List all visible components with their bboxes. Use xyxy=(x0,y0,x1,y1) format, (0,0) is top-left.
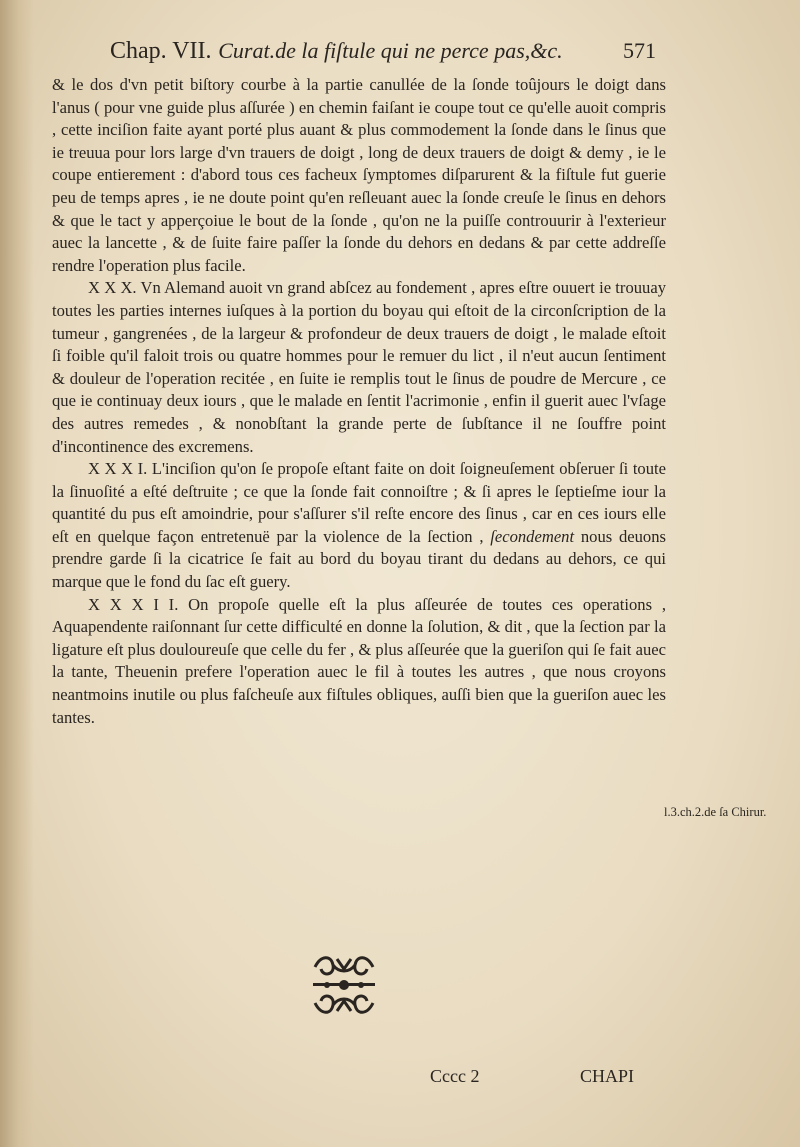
fleuron-ornament-icon xyxy=(307,953,381,1017)
margin-note: l.3.ch.2.de ſa Chirur. xyxy=(664,805,767,819)
italic-word: ſecondement xyxy=(490,526,575,546)
paragraph-xxxi-part1: X X X I. L'inciſion qu'on ſe propoſe eſtant faite on doit ſoigneuſement obſeruer ſi toute la ſinuoſité a eſté deſtruite ; ce que la ſonde fait connoiſtre ; & ſi apres le ſeptieſme iour la quantité du pus eſt amoindrie, pour s'aſſurer s'il reſte encore des ſinus , car en ces iours elle eſt en quelque façon entretenuë par la violence de la ſection , xyxy=(52,459,666,546)
catchword: CHAPI xyxy=(580,1066,635,1086)
page-number: 571 xyxy=(623,38,656,63)
paragraph-xxxi-part2: nous deuons prendre garde ſi la cicatrice ſe fait au bord du boyau tirant du dedans au dehors, ce qui marque que le fond du ſac eſt guery. xyxy=(52,526,666,592)
paragraph-xxxii: X X X I I. On propoſe quelle eſt la plus aſſeurée de toutes ces operations , Aquapendente raiſonnant ſur cette difficulté en donne la ſolution, & dit , que la ſection par la ligature eſt plus douloureuſe que celle du fer , & plus aſſeurée que la gueriſon qui ſe fait auec la tante, Theuenin prefere l'operation auec le fil à toutes les autres , que nous croyons neantmoins inutile ou plus faſcheuſe aux fiſtules obliques, auſſi bien que la gueriſon auec les tantes. xyxy=(52,594,666,727)
paragraph-continuation: & le dos d'vn petit biſtory courbe à la partie canullée de la ſonde toûjours le doigt dans l'anus ( pour vne guide plus aſſurée ) en chemin faiſant ie coupe tout ce qu'elle auoit compris , cette inciſion faite ayant porté plus auant & plus commodement la ſonde dans le ſinus que ie treuua pour lors large d'vn trauers de doigt , long de deux trauers de doigt & demy , ie le coupe entierement : d'abord tous ces facheux ſymptomes diſparurent & la fiſtule fut guerie peu de temps apres , ie ne doute point qu'en reſleuant auec la ſonde creuſe le ſinus en dehors & que le tact y apperçoiue le bout de la ſonde , qu'on ne la puiſſe controuurir à l'exterieur auec la lancette , & de ſuite faire paſſer la ſonde du dehors en dedans & par cette addreſſe rendre l'operation plus facile. xyxy=(52,75,666,275)
binding-gutter xyxy=(0,0,34,1147)
chapter-label: Chap. VII. xyxy=(110,38,212,64)
running-header xyxy=(110,38,656,72)
paragraph-xxx: X X X. Vn Alemand auoit vn grand abſcez au fondement , apres eſtre ouuert ie trouuay toutes les parties internes iuſques à la portion du boyau qui eſtoit de la circonſcription de la tumeur , gangrenées , de la largeur & profondeur de deux trauers de doigt , le malade eſtoit ſi foible qu'il faloit trois ou quatre hommes pour le remuer du lict , il n'eut aucun ſentiment & douleur de l'operation recitée , en ſuite ie remplis tout le ſinus de poudre de Mercure , ce que ie continuay deux iours , que le malade en ſentit l'acrimonie , enfin il guerit auec l'vſage des autres remedes , & nonobſtant la grande perte de ſubſtance il ne ſouffre point d'incontinence des excremens. xyxy=(52,278,666,456)
paragraph-xxxi xyxy=(52,458,666,594)
main-text xyxy=(52,74,666,729)
page-footer xyxy=(0,1066,800,1096)
running-title: Curat.de la fiſtule qui ne perce pas,&c. xyxy=(218,38,563,63)
signature-mark: Cccc 2 xyxy=(430,1066,480,1086)
